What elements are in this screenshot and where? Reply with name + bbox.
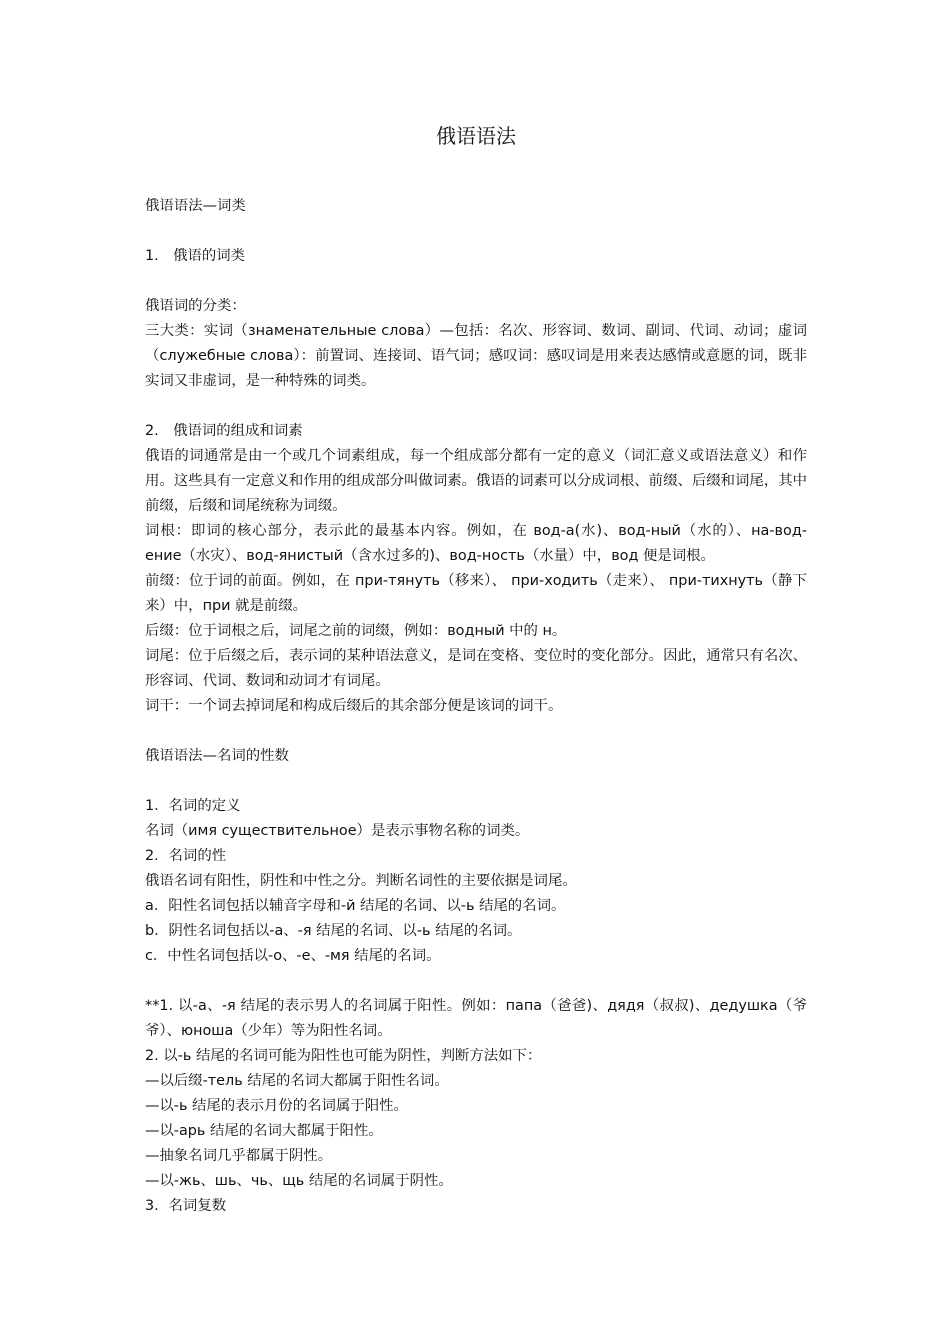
paragraph-stem: 词干：一个词去掉词尾和构成后缀后的其余部分便是该词的词干。	[145, 698, 563, 714]
paragraph-label: 俄语词的分类：	[145, 298, 246, 314]
paragraph: 名词（имя существительное）是表示事物名称的词类。	[145, 823, 530, 839]
numbered-heading: 2. 俄语词的组成和词素	[145, 423, 303, 439]
paragraph: 俄语名词有阳性，阴性和中性之分。判断名词性的主要依据是词尾。	[145, 873, 577, 889]
paragraph-root: 词根：即词的核心部分，表示此的最基本内容。例如，在 вод-а(水)、вод-ный（水的）、на-вод-ение（水灾）、вод-янистый（含水过多的)、вод-ность（水量）中，вод 便是词根。	[145, 523, 807, 564]
paragraph-suffix: 后缀：位于词根之后，词尾之前的词缀，例如：водный 中的 н。	[145, 623, 567, 639]
section-heading-noun-gender-number: 俄语语法—名词的性数	[145, 748, 289, 764]
spacer	[145, 719, 807, 744]
section-heading-word-classes: 俄语语法—词类	[145, 198, 246, 214]
list-item: b．阴性名词包括以-а、-я 结尾的名词、以-ь 结尾的名词。	[145, 923, 522, 939]
paragraph: 三大类：实词（знаменательные слова）—包括：名次、形容词、数词、副词、代词、动词；虚词（служебные слова）：前置词、连接词、语气词；感叹词：感叹词是用来表达感情或意愿的词，既非实词又非虚词，是一种特殊的词类。	[145, 323, 807, 389]
list-item: a．阳性名词包括以辅音字母和-й 结尾的名词、以-ь 结尾的名词。	[145, 898, 566, 914]
list-item: —以后缀-тель 结尾的名词大都属于阳性名词。	[145, 1073, 449, 1089]
paragraph-note: 2. 以-ь 结尾的名词可能为阳性也可能为阴性，判断方法如下：	[145, 1048, 542, 1064]
list-item: —抽象名词几乎都属于阴性。	[145, 1148, 333, 1164]
list-item: —以-арь 结尾的名词大都属于阳性。	[145, 1123, 383, 1139]
numbered-heading: 3．名词复数	[145, 1198, 227, 1214]
paragraph-ending: 词尾：位于后缀之后，表示词的某种语法意义，是词在变格、变位时的变化部分。因此，通常只有名次、形容词、代词、数词和动词才有词尾。	[145, 648, 807, 689]
paragraph-note: **1. 以-а、-я 结尾的表示男人的名词属于阳性。例如：папа（爸爸)、дядя（叔叔)、дедушка（爷爷）、юноша（少年）等为阳性名词。	[145, 998, 807, 1039]
list-item: c．中性名词包括以-о、-е、-мя 结尾的名词。	[145, 948, 441, 964]
list-item: —以-жь、шь、чь、щь 结尾的名词属于阴性。	[145, 1173, 453, 1189]
list-item: —以-ь 结尾的表示月份的名词属于阳性。	[145, 1098, 408, 1114]
numbered-heading: 2．名词的性	[145, 848, 227, 864]
spacer	[145, 769, 807, 794]
document-title: 俄语语法	[436, 124, 516, 148]
spacer	[145, 394, 807, 419]
spacer	[145, 269, 807, 294]
spacer	[145, 219, 807, 244]
spacer	[145, 969, 807, 994]
numbered-heading: 1. 俄语的词类	[145, 248, 246, 264]
numbered-heading: 1．名词的定义	[145, 798, 241, 814]
paragraph-prefix: 前缀：位于词的前面。例如，在 при-тянуть（移来）、 при-ходить（走来）、 при-тихнуть（静下来）中，при 就是前缀。	[145, 573, 807, 614]
paragraph: 俄语的词通常是由一个或几个词素组成，每一个组成部分都有一定的意义（词汇意义或语法意义）和作用。这些具有一定意义和作用的组成部分叫做词素。俄语的词素可以分成词根、前缀、后缀和词尾，其中前缀，后缀和词尾统称为词缀。	[145, 448, 807, 514]
document-page	[145, 118, 807, 1219]
